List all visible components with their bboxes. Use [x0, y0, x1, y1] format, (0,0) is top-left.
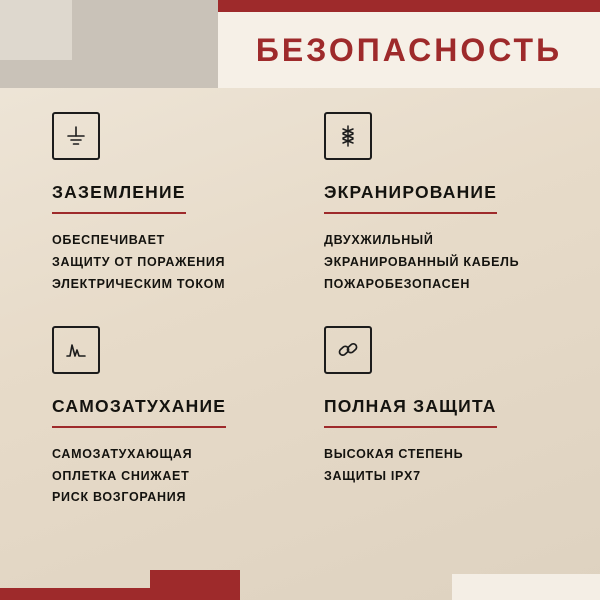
feature-desc-line: ЭКРАНИРОВАННЫЙ КАБЕЛЬ [324, 254, 520, 269]
feature-title: САМОЗАТУХАНИЕ [52, 396, 226, 428]
feature-description [324, 230, 560, 296]
feature-title: ЗАЗЕМЛЕНИЕ [52, 182, 186, 214]
feature-description [52, 230, 288, 296]
top-grey-block [0, 0, 218, 88]
feature-desc-line: ОПЛЕТКА СНИЖАЕТ [52, 468, 190, 483]
feature-item-shielding [324, 112, 560, 296]
bottom-light-block [452, 574, 600, 600]
feature-desc-line: ВЫСОКАЯ СТЕПЕНЬ [324, 446, 464, 461]
page-title: БЕЗОПАСНОСТЬ [255, 31, 563, 68]
bottom-red-stripe [0, 588, 150, 600]
feature-desc-line: РИСК ВОЗГОРАНИЯ [52, 490, 187, 505]
feature-desc-line: ОБЕСПЕЧИВАЕТ [52, 233, 165, 247]
grounding-icon [52, 112, 100, 160]
feature-desc-line: ДВУХЖИЛЬНЫЙ [324, 233, 434, 247]
bottom-red-block [150, 570, 240, 600]
self-extinguishing-icon [52, 326, 100, 374]
features-grid [52, 112, 560, 509]
feature-desc-line: ЗАЩИТЫ IPX7 [324, 468, 421, 483]
bottom-decorative-band [0, 560, 600, 600]
feature-item-full-protection [324, 326, 560, 510]
feature-item-grounding [52, 112, 288, 296]
feature-desc-line: ПОЖАРОБЕЗОПАСЕН [324, 276, 471, 291]
feature-desc-line: САМОЗАТУХАЮЩАЯ [52, 446, 193, 461]
feature-item-self-extinguishing [52, 326, 288, 510]
feature-desc-line: ЭЛЕКТРИЧЕСКИМ ТОКОМ [52, 276, 226, 291]
feature-description [52, 444, 288, 510]
title-plate [218, 12, 600, 88]
top-grey-inner-block [0, 0, 72, 60]
feature-title: ПОЛНАЯ ЗАЩИТА [324, 396, 497, 428]
top-decorative-band [0, 0, 600, 88]
feature-description [324, 444, 560, 488]
feature-desc-line: ЗАЩИТУ ОТ ПОРАЖЕНИЯ [52, 254, 226, 269]
shielding-icon [324, 112, 372, 160]
feature-title: ЭКРАНИРОВАНИЕ [324, 182, 497, 214]
full-protection-icon [324, 326, 372, 374]
